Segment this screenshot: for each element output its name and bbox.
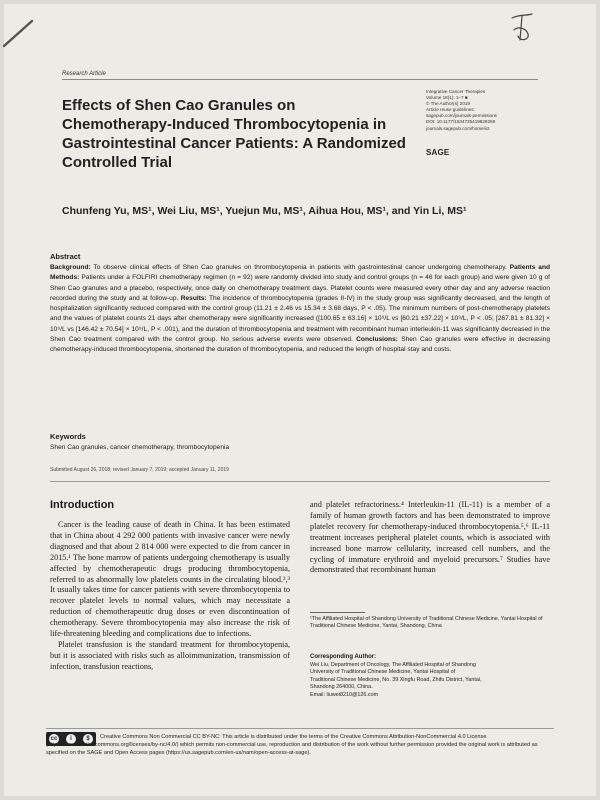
introduction-heading: Introduction <box>50 499 115 511</box>
journal-line: Article reuse guidelines: <box>426 107 475 113</box>
results-label: Results: <box>180 294 207 302</box>
journal-line: Integrative Cancer Therapies <box>426 89 486 94</box>
corresponding-line: Wei Liu, Department of Oncology, The Affiliated Hospital of Shandong <box>310 662 476 668</box>
publisher-logo: SAGE <box>426 148 450 157</box>
journal-line: journals.sagepub.com/home/ict <box>426 125 490 131</box>
journal-line: © The Author(s) 2019 <box>426 101 470 107</box>
footnote-divider <box>310 612 365 613</box>
keywords-heading: Keywords <box>50 432 86 441</box>
handwritten-mark-icon <box>506 10 538 46</box>
conclusions-text: Shen Cao granules were effective in decreasing chemotherapy-induced thrombocytopenia, shortened the duration of thrombocytopenia, and reduced the length of hospital stay and costs. <box>50 336 550 354</box>
intro-paragraph: Platelet transfusion is the standard treatment for thrombocytopenia, but it is associated with risks such as alloimmunization, transmission of infection, transfusion reactions, <box>50 639 290 671</box>
intro-paragraph: Cancer is the leading cause of death in China. It has been estimated that in China about 4 292 000 patients with invasive cancer were newly diagnosed and that about 2 814 000 were expected to die from cancer in 2015.¹ The bone marrow of patients undergoing chemotherapy is usually affected by chemotherapeutic drugs producing thrombocytopenia, referred to as abnormally low platelets counts in the circulating blood.²,³ It usually takes time for cancer patients with severe thrombocytopenia to recover platelet levels to normal values, which may necessitate a reduction of chemotherapeutic drug doses or even discontinuation of chemotherapy. Severe thrombocytopenia may also increase the risk of life-threatening bleeding and complications due to infections. <box>50 520 290 639</box>
journal-line: sagepub.com/journals-permissions <box>426 113 497 119</box>
keywords-text: Shen Cao granules, cancer chemotherapy, thrombocytopenia <box>50 444 230 451</box>
corresponding-line: Shandong 264000, China. <box>310 684 373 691</box>
article-title: Effects of Shen Cao Granules on Chemotherapy-Induced Thrombocytopenia in Gastrointestinal Cancer Patients: A Randomized Controlled Trial <box>62 97 406 171</box>
corresponding-author <box>310 662 545 699</box>
pencil-mark-icon <box>2 18 36 48</box>
intro-right-column <box>310 500 550 595</box>
journal-line: DOI: 10.1177/1534735419829268 <box>426 119 496 125</box>
cc-license-icon: cc i $ <box>46 732 96 746</box>
results-text: The incidence of thrombocytopenia (grades II-IV) in the study group was significantly decreased, and the length of hospitalization significantly reduced compared with the control group (11.21 ± 2.46 vs 15.34 ± 3.68 days, P < .05). The minimum numbers of post-chemotherapy platelets and the values of platelet counts 21 days after chemotherapy were significantly increased ([100.65 ± 63.16] × 10⁹/L vs [60.21 ±37.22] × 10⁹/L, P < .05; [267.81 ± 81.32] × 10⁹/L vs [146.42 ± 70.54] × 10⁹/L, P < .001), and the duration of thrombocytopenia and treatment with recombinant human interleukin-11 was significantly decreased in the Shen Cao treatment compared with the control group. No serious adverse events were observed. <box>50 294 550 344</box>
header-divider <box>62 79 538 80</box>
background-label: Background: <box>50 264 91 271</box>
intro-left-column <box>50 520 290 725</box>
methods-label: Patients and Methods: <box>50 264 550 282</box>
background-text: To observe clinical effects of Shen Cao granules on thrombocytopenia in patients with gastrointestinal cancer undergoing chemotherapy. <box>90 264 510 271</box>
intro-paragraph: and platelet refractoriness.⁴ Interleukin-11 (IL-11) is a member of a family of human growth factors and has been demonstrated to improve platelet recovery for chemotherapy-induced thrombocytopenia.⁵,⁶ IL-11 treatment increases peripheral platelet counts, which is associated with increased bone marrow cellularity, increased cell numbers, and the cycling of immature erythroid and myeloid precursors.⁷ Studies have demonstrated that recombinant human <box>310 500 550 575</box>
corresponding-line: Email: liuwei8210@126.com <box>310 691 379 698</box>
abstract-body <box>50 263 550 445</box>
journal-info <box>426 89 546 132</box>
conclusions-label: Conclusions: <box>356 336 398 344</box>
journal-line: Volume 18(1): 1–7 ■ <box>426 95 468 101</box>
article-type: Research Article <box>62 71 106 77</box>
author-list: Chunfeng Yu, MS¹, Wei Liu, MS¹, Yuejun Mu, MS¹, Aihua Hou, MS¹, and Yin Li, MS¹ <box>62 205 467 217</box>
methods-text: Patients under a FOLFIRI chemotherapy regimen (n = 92) were randomly divided into study and control groups (n = 46 for each group) and were given 10 g of Shen Cao granules and a placebo, respectively, once daily on chemotherapy treatment days. Platelet counts were measured every other day and any adverse reaction recorded during the study and at follow-up. <box>50 274 550 302</box>
corresponding-line: University of Traditional Chinese Medicine, Yantai Hospital of <box>310 669 456 676</box>
section-divider <box>50 481 550 482</box>
abstract-heading: Abstract <box>50 252 81 261</box>
corresponding-line: Traditional Chinese Medicine, No. 39 Xingfu Road, Zhifu District, Yantai, <box>310 676 482 683</box>
corresponding-author-heading: Corresponding Author: <box>310 654 377 660</box>
submission-dates: Submitted August 26, 2018; revised January 7, 2019; accepted January 11, 2019 <box>50 467 229 473</box>
footer-divider <box>46 728 554 729</box>
affiliation: ¹The Affiliated Hospital of Shandong University of Traditional Chinese Medicine, Yantai Hospital of Traditional Chinese Medicine, Yantai, Shandong, China <box>310 616 543 630</box>
license-text: Creative Commons Non Commercial CC BY-NC: This article is distributed under the terms of the Creative Commons Attribution-NonCommercial 4.0 License (http://www.creativecommons.org/licenses/by-nc/4.0/) which permits non-commercial use, reproduction and distribution of the work without further permission provided the original work is attributed as specified on the SAGE and Open Access pages (https://us.sagepub.com/en-us/nam/open-access-at-sage). <box>46 734 538 756</box>
